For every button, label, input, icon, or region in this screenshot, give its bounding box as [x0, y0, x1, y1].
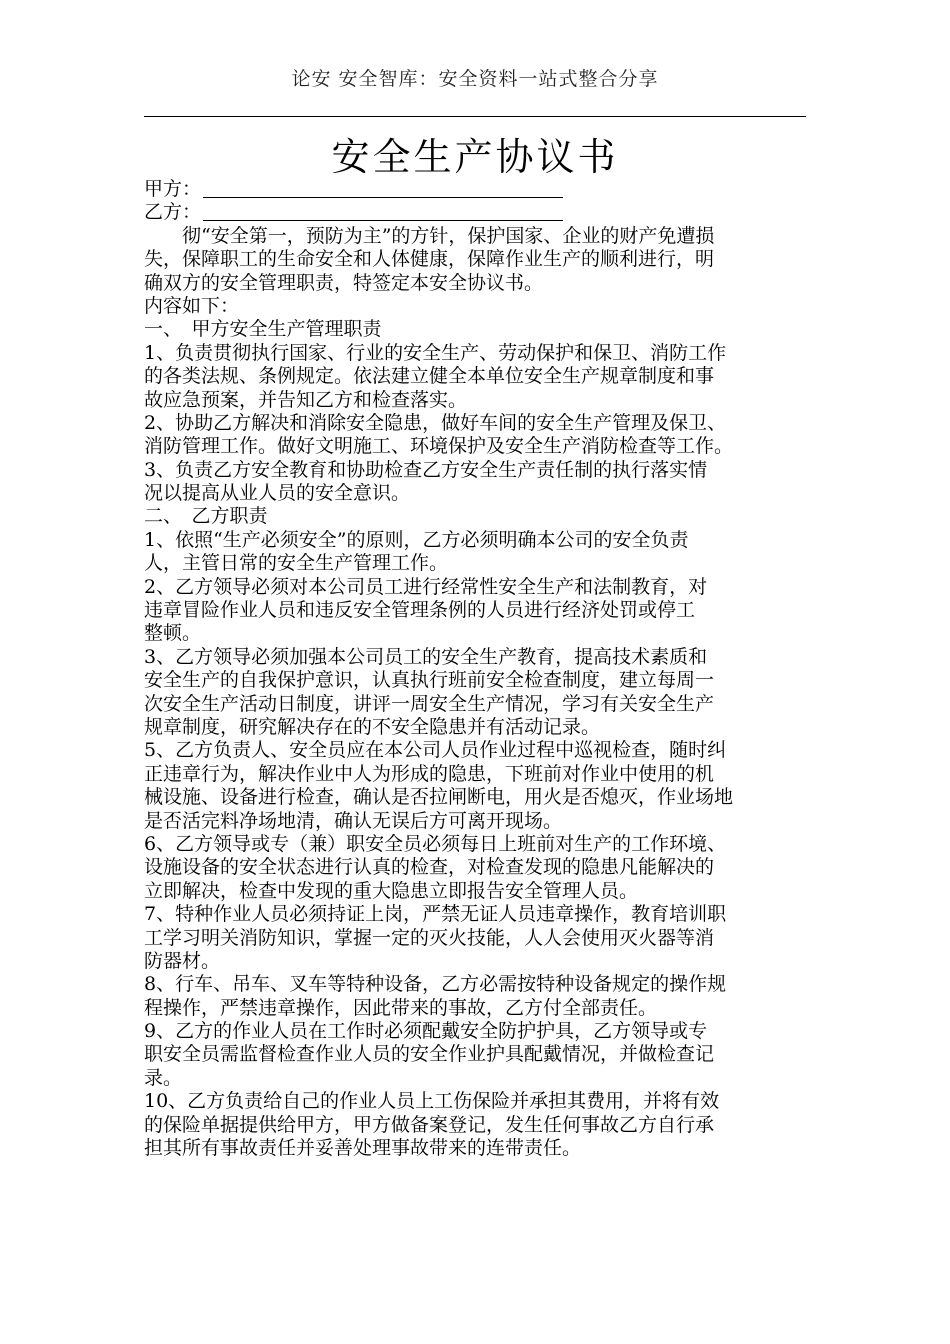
text-line: 的保险单据提供给甲方，甲方做备案登记，发生任何事故乙方自行承 [144, 1113, 715, 1136]
text-line: 2、乙方领导必须对本公司员工进行经常性安全生产和法制教育，对 [144, 575, 708, 598]
text-line: 械设施、设备进行检查，确认是否拉闸断电，用火是否熄灭，作业场地 [144, 786, 734, 809]
party-b-row [144, 201, 824, 224]
text-line: 6、乙方领导或专（兼）职安全员必须每日上班前对生产的工作环境、 [144, 832, 727, 855]
party-a-row [144, 178, 824, 201]
text-line: 内容如下： [144, 294, 240, 317]
text-line: 3、乙方领导必须加强本公司员工的安全生产教育，提高技术素质和 [144, 645, 708, 668]
text-line: 安全生产的自我保护意识，认真执行班前安全检查制度，建立每周一 [144, 669, 715, 692]
text-line: 8、行车、吊车、叉车等特种设备，乙方必需按特种设备规定的操作规 [144, 973, 727, 996]
text-line: 是否活完料净场地清，确认无误后方可离开现场。 [144, 809, 563, 832]
text-line: 立即解决，检查中发现的重大隐患立即报告安全管理人员。 [144, 879, 639, 902]
text-line: 一、 甲方安全生产管理职责 [144, 318, 382, 341]
text-line: 二、 乙方职责 [144, 505, 268, 528]
text-line: 人，主管日常的安全生产管理工作。 [144, 552, 449, 575]
party-a-blank [203, 178, 563, 198]
text-line: 整顿。 [144, 622, 202, 645]
party-b-blank [203, 201, 563, 221]
text-line: 7、特种作业人员必须持证上岗，严禁无证人员违章操作，教育培训职 [144, 903, 727, 926]
text-line: 规章制度，研究解决存在的不安全隐患并有活动记录。 [144, 715, 601, 738]
text-line: 1、负责贯彻执行国家、行业的安全生产、劳动保护和保卫、消防工作 [144, 341, 727, 364]
text-line: 正违章行为，解决作业中人为形成的隐患，下班前对作业中使用的机 [144, 762, 715, 785]
agreement-content [144, 225, 824, 1161]
text-line: 录。 [144, 1066, 183, 1089]
header-divider [144, 116, 806, 117]
text-line: 故应急预案，并告知乙方和检查落实。 [144, 388, 468, 411]
text-line: 担其所有事故责任并妥善处理事故带来的连带责任。 [144, 1137, 582, 1160]
party-a-label: 甲方： [144, 178, 202, 200]
text-line: 3、负责乙方安全教育和协助检查乙方安全生产责任制的执行落实情 [144, 458, 708, 481]
text-line: 消防管理工作。做好文明施工、环境保护及安全生产消防检查等工作。 [144, 435, 734, 458]
text-line: 程操作，严禁违章操作，因此带来的事故，乙方付全部责任。 [144, 996, 658, 1019]
text-line: 9、乙方的作业人员在工作时必须配戴安全防护护具，乙方领导或专 [144, 1020, 708, 1043]
text-line: 次安全生产活动日制度，讲评一周安全生产情况，学习有关安全生产 [144, 692, 715, 715]
text-line: 工学习明关消防知识，掌握一定的灭火技能，人人会使用灭火器等消 [144, 926, 715, 949]
text-line: 防器材。 [144, 949, 221, 972]
document-body [144, 178, 824, 1160]
party-b-label: 乙方： [144, 201, 202, 224]
text-line: 失，保障职工的生命安全和人体健康，保障作业生产的顺利进行，明 [144, 248, 715, 271]
text-line: 确双方的安全管理职责，特签定本安全协议书。 [144, 271, 544, 294]
document-title: 安全生产协议书 [331, 135, 619, 179]
text-line: 的各类法规、条例规定。依法建立健全本单位安全生产规章制度和事 [144, 365, 715, 388]
text-line: 设施设备的安全状态进行认真的检查，对检查发现的隐患凡能解决的 [144, 856, 715, 879]
text-line: 5、乙方负责人、安全员应在本公司人员作业过程中巡视检查，随时纠 [144, 739, 727, 762]
page-header-text: 论安 安全智库：安全资料一站式整合分享 [291, 68, 659, 90]
text-line: 职安全员需监督检查作业人员的安全作业护具配戴情况，并做检查记 [144, 1043, 715, 1066]
text-line: 况以提高从业人员的安全意识。 [144, 482, 411, 505]
text-line: 2、协助乙方解决和消除安全隐患，做好车间的安全生产管理及保卫、 [144, 411, 727, 434]
text-line: 彻“安全第一，预防为主”的方针，保护国家、企业的财产免遭损 [144, 224, 715, 247]
text-line: 1、依照“生产必须安全”的原则，乙方必须明确本公司的安全负责 [144, 528, 689, 551]
text-line: 违章冒险作业人员和违反安全管理条例的人员进行经济处罚或停工 [144, 599, 696, 622]
text-line: 10、乙方负责给自己的作业人员上工伤保险并承担其费用，并将有效 [144, 1090, 720, 1113]
